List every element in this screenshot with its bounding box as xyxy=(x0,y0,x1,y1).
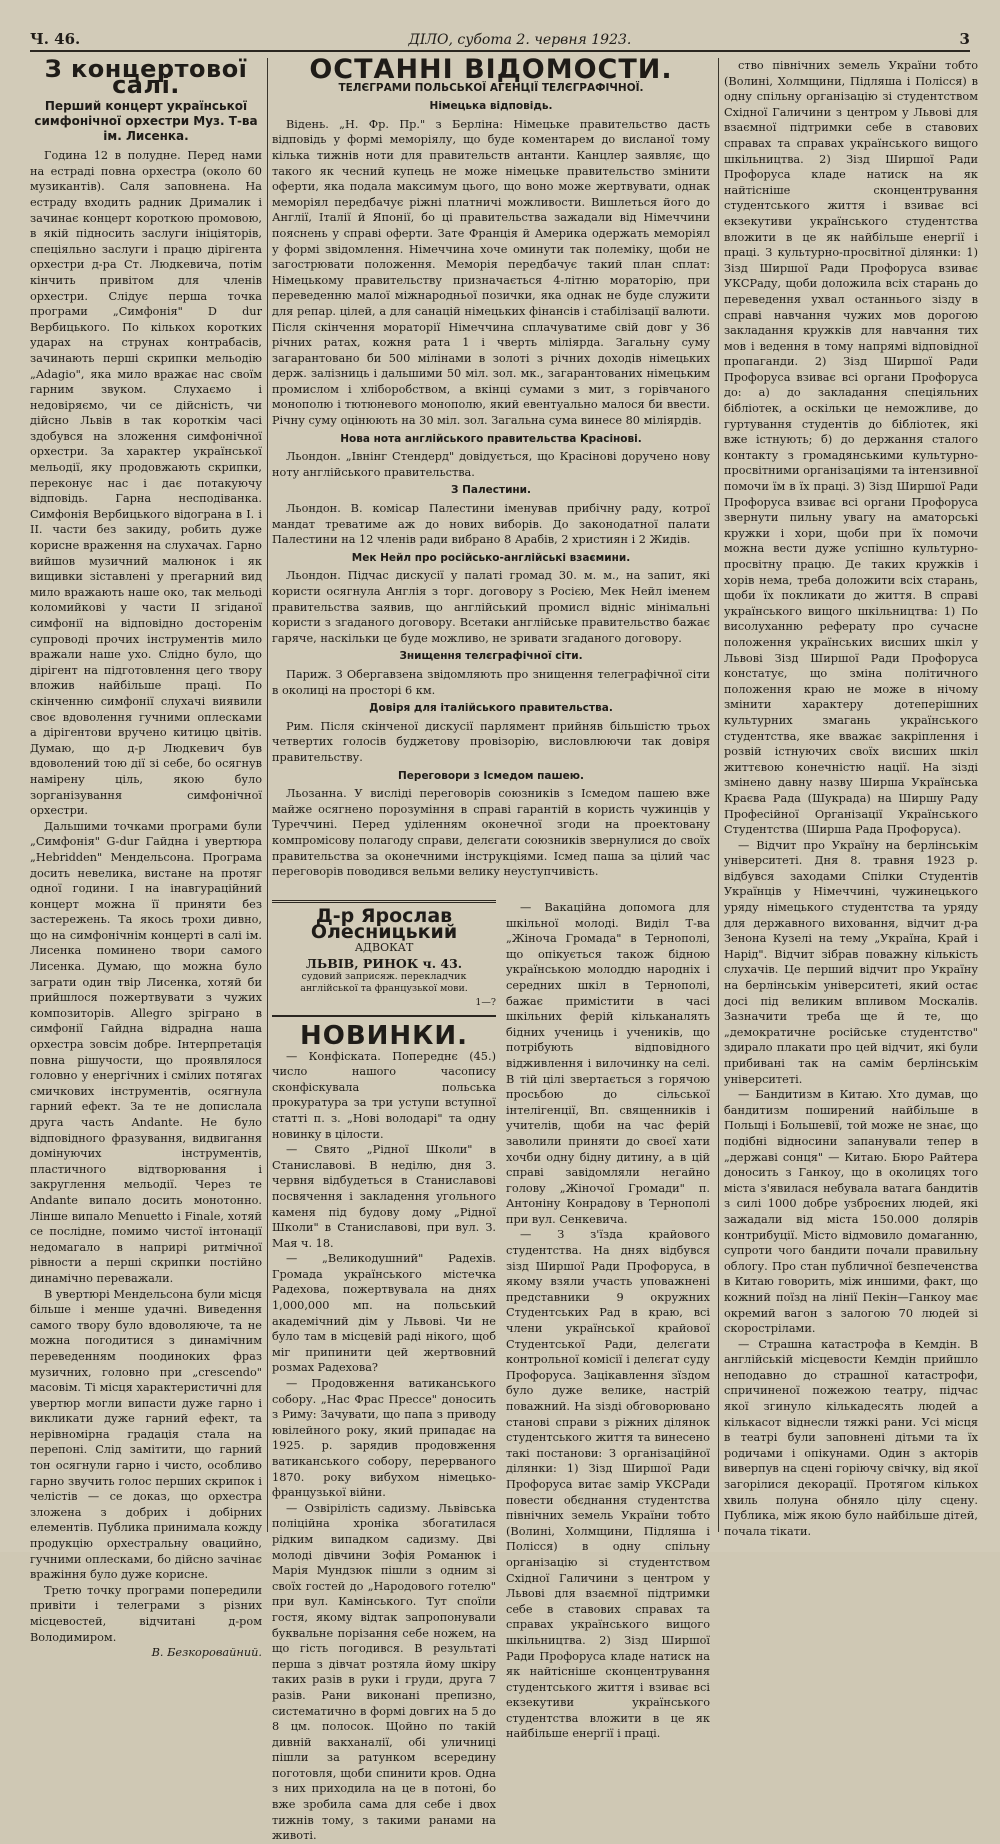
section-title: Знищення телєграфічної сіти. xyxy=(399,650,583,663)
news-item: — Конфіската. Попереднє (45.) число нашого часопису сконфіскувала польська прокуратура за три уступи вступної статті п. з. „Нові володарі" та одну новинку в цілости. xyxy=(272,1049,496,1141)
section-text: Льозанна. У висліді переговорів союзників з Ісмедом пашею вже майже осягнено порозуміння в справі гарантій в користь чужинців у Туреччині. Перед уділенням оконечної згоди на проектовану компромісову полагоду справи, делєгати союзників звернулися до своїх правительства за оконечними інструкціями. Ісмед паша за цілий час переговорів поводився вельми велику неуступчивість. xyxy=(272,787,710,879)
latest-news-subhead: ТЕЛЄГРАМИ ПОЛЬСЬКОЇ АГЕНЦІЇ ТЕЛЄГРАФІЧНОЇ. xyxy=(338,81,644,94)
column-rule xyxy=(718,58,719,1532)
advert-address: ЛЬВІВ, РИНОК ч. 43. xyxy=(305,955,463,971)
news-item: — З з'їзда крайового студентства. На днях відбувся зізд Ширшої Ради Профоруса, в якому взяли участь уповажнені представники 9 окружних Студентських Рад в краю, всі члени української крайової Студентської Ради, делєгати контрольної комісії і делєгат суду Профоруса. Зацікавлення зїздом було дуже велике, настрій поважний. На зізді обговорювано станові справи з ріжних ділянок студентського життя та винесено такі постанови: З організаційної ділянки: 1) Зізд Ширшої Ради Профоруса витає замір УКСРади повести обєднання студентства північних земель України тобто (Волині, Холмщини, Підляша і Полісся) в одну спільну організацію зі студентством Східної Галичини з центром у Львові для взаємної підтримки себе в ставових справах та справах українського вищого шкільництва. 2) Зізд Ширшої Ради Профоруса кладе натиск на як найтісніше сконцентрування студентського життя і взиває всі екзекутиви українського студентства вложити в це як найбільше енергії і праці. xyxy=(506,1228,710,1741)
article-paragraph: Година 12 в полудне. Перед нами на естраді повна орхестра (около 60 музикантів). Саля заповнена. На естраду входить радник Дрималик і зачинає концерт короткою промовою, в якій підносить заслуги ініціяторів, спеціяльно заслуги і працю дірігента орхестри д-ра Ст. Людкевича, потім кінчить привітом для членів орхестри. Слідує перша точка програми „Симфонія" D dur Вербицького. По кількох коротких ударах на струнах контрабасів, зачинають перші скрипки мельодію „Adagio", яка мило вражає нас своїм гарним звуком. Слухаємо і недовіряємо, чи се дійсність, чи дійсно Львів в так короткім часі здобувся на зложення симфонічної орхестри. За характер української мельодії, яку продовжають скрипки, переконує нас і дає потакуючу відповідь. Гарна несподіванка. Симфонія Вербицького відограна в І. і ІІ. части без закиду, робить дуже корисне враження на слухачах. Гарно вийшов музичний малюнок і як вищивки зіставлені у прегарний вид мило вражають наше око, так мельоді коломийкові у части ІІ згіданої симфонії на відповідно досторенім супроводі прочих інструментів мило вражали наше ухо. Слідно було, що дірігент на підготовлення цего твору вложив найбільше праці. По скінченню симфонії слухачі виявили своє вдоволення гучними оплесками а дірігентови вручено китицю цвітів. Думаю, що д-р Людкевич був вдоволений тою дії зі себе, бо осягнув намірену ціль, якою було зорганізування симфонічної орхестри. xyxy=(30,149,262,818)
lower-left-block xyxy=(272,900,496,1844)
masthead xyxy=(30,22,970,52)
section-text: Льондон. В. комісар Палестини іменував прибічну раду, котрої мандат треватиме аж до нових виборів. До законодатної палати Палестини на 12 членів ради вибрано 8 Арабів, 2 християн і 2 Жидів. xyxy=(272,502,710,547)
news-item: — Озвірілість садизму. Львівська поліційна хроніка збогатилася рідким випадком садизму. Дві молоді дівчини Зофія Романюк і Марія Мундзюк пішли з одним зі своїх гостей до „Народового готелю" при вул. Камінського. Тут споїли гостя, якому відтак запропонували буквальне порізання себе ножем, на що гість погодився. В результаті перша з дівчат розтяла йому шкіру таких разів в руки і груди, друга 7 разів. Рани виконані препизно, систематично в формі довгих на 5 до 8 цм. полосок. Щойно по такій дивній вакханалії, обі уличниці пішли за ратунком всередину поготовля, щоби спинити кров. Одна з них приходила на це в потоні, бо вже зробила сама для себе і двох тижнів тому, з такими ранами на животі. xyxy=(272,1501,496,1843)
page-number: 3 xyxy=(959,30,970,48)
section-title: Довіря для італійського правительства. xyxy=(369,702,613,715)
right-column xyxy=(724,58,978,1538)
advert-name: Д-р Ярослав Олесницький xyxy=(310,905,458,943)
section-text: Рим. Після скінченої дискусії парлямент прийняв більшістю трьох четвертих голосів буджетову провізорію, висловлюючи так довіря правительству. xyxy=(272,719,710,764)
issue-number: Ч. 46. xyxy=(30,30,81,48)
masthead-title: ДІЛО, субота 2. червня 1923. xyxy=(408,32,632,48)
article-paragraph: В увертюрі Мендельсона були місця більше і менше удачні. Виведення самого твору було вдоволяюче, та не можна погодитися з динамічним переведенням поодиноких фраз музичних, головно при „crescendo" масовім. Ті місця характеристичні для увертюр могли випасти дуже гарно і викликати дуже гарний ефект, та нерівномірна градація стала на перепоні. Слід замітити, що гарний тон осягнули гарно і чисто, особливо гарно звучить голос перших скрипок і челістів — се доказ, що орхестра зложена з добрих і добірних елементів. Публика принимала кожду продукцію орхестральну овацийно, гучними оплесками, бо дійсно зачінає вражіння було дуже корисне. xyxy=(30,1287,262,1582)
advert-ref: 1—? xyxy=(475,997,496,1009)
article-paragraph: — Відчит про Україну на берлінськім університеті. Дня 8. травня 1923 р. відбувся заходами Спілки Студентів Українців у Німеччині, чужинецького уряду німецького студентства та уряду для державного виховання, відчит д-ра Зенона Кузелі на тему „Україна, Край і Нарід". Відчит зібрав поважну кількість слухачів. Це перший відчит про Україну на берлінськім університеті, який остає досі під великим впливом Москалів. Зазначити треба ще й те, що „демократичне російське студентство" здирало плакати про цей відчит, які були прибивані так на самім берлінськім університеті. xyxy=(724,838,978,1086)
section-text: Париж. З Обергавзена звідомляють про знищення телеграфічної сіти в околиці на просторі 6 км. xyxy=(272,667,710,697)
latest-news xyxy=(272,54,710,879)
section-title: Мек Нейл про російсько-англійські взаємини. xyxy=(351,551,631,564)
article-paragraph: Дальшими точками програми були „Симфонія" G-dur Гайдна і увертюра „Hebridden" Мендельсона. Програма досить невелика, вистане на протяг одної години. І на інавгураційний концерт можна її приняти без застережень. Та якось трохи дивно, що на симфонічнім концерті в салі ім. Лисенка поминено твори самого Лисенка. Думаю, що можна було заграти один твір Лисенка, хотяй би прийшлося пожертвувати з чужих композиторів. Allegro зріграно в симфонії Гайдна відрадна наша орхестра зовсім добре. Інтерпретація повна рішучости, що проявлялося головно у енергічних і смілих потягах смичкових інструментів, осягнула гарний ефект. За те не допислала друга часть Andante. Не було відповідного фразування, видвигання домінуючих інструментів, пластичного відтворювання і закруглення мельодії. Через те Andante випало досить монотонно. Лінше випало Menuetto і Finale, хотяй се послідне, помимо чистої інтонації недомагало в наприрі ритмічної рівности а перші скрипки постійно динамічно переважали. xyxy=(30,819,262,1285)
section-text: Льондон. „Івнінг Стендерд" довідується, що Красінові доручено нову ноту англійського правительства. xyxy=(272,450,710,479)
section-title: Німецька відповідь. xyxy=(429,100,553,113)
article-signature: В. Безкоровайний. xyxy=(151,1646,262,1660)
lawyer-advert xyxy=(272,900,496,1017)
column-rule xyxy=(267,58,268,1532)
news-item: — Продовження ватиканського собору. „Нас Фрас Прессе" доносить з Риму: Зачувати, що папа з приводу ювілейного року, який припадає на 1925. р. зарядив продовження ватиканського собору, перерваного 1870. року вибухом німецько-французької війни. xyxy=(272,1377,496,1500)
section-text: Льондон. Підчас дискусії у палаті громад 30. м. м., на запит, які користи осягнула Англія з торг. договору з Росією, Мек Нейл іменем правительства заявив, що англійський промисл відніс мінімальні користи з згаданого договору. Всетаки англійське правительство бажає гаряче, наскільки це буде можливо, не зривати згаданого договору. xyxy=(272,569,710,645)
section-title: З Палестини. xyxy=(450,484,532,497)
concert-article xyxy=(30,55,262,1660)
article-paragraph: ство північних земель України тобто (Волині, Холмщини, Підляша і Полісся) в одну спільну організацію зі студентством Східної Галичини з центром у Львові для взаємної підтримки себе в ставових справах та справах українського вищого шкільництва. 2) Зізд Ширшої Ради Профоруса кладе натиск на як найтісніше сконцентрування студентського життя і взиває всі екзекутиви українського студентства вложити в це як найбільше енергії і праці. З культурно-просвітної ділянки: 1) Зізд Ширшої Ради Профоруса взиває УКСРаду, щоби доложила всіх старань до переведення ухвал останнього зізду в справі навчання чужих мов дорогою закладання кружків для навчання тих мов і ведення в тому напрямі відповідної пропаганди. 2) Зізд Ширшої Ради Профоруса взиває всі органи Профоруса до: а) до закладання спеціяльних бібліотек, а оскільки це неможливе, до гуртування студентів до бібліотек, які вже істнують; б) до держання сталого контакту з громадянськими культурно-просвітними організаціями та інтензивної помочи їм в їх праці. 3) Зізд Ширшої Ради Профоруса взиває всі органи Профоруса звернути пильну увагу на аматорські кружки і хори, щоби при їх помочи можна вести дуже успішно культурно-просвітну працю. Де таких кружків і хорів нема, треба доложити всіх старань, щоби їх покликати до життя. В справі українського вищого шкільництва: 1) По висолуханню реферату про сучасне положення українських висших шкіл у Львові Зізд Ширшої Ради Профоруса констатує, що зміна політичного положення краю не може в нічому змінити характеру дотеперішних культурних змагань українського студентства, яке вважає закріплення і розвій істнуючих своїх висших шкіл життєвою конечністю нації. На зізді змінено давну назву Ширша Українська Краєва Рада (Шукрада) на Ширшу Раду Професійної Організації Українського Студентства (Ширша Рада Профоруса). xyxy=(724,59,978,837)
news-item: — „Великодушний" Радехів. Громада українського містечка Радехова, пожертвувала на днях 1,000,000 мп. на польський академічний дім у Львові. Чи не було там в місцевій раді нікого, щоб міг припинити цей жертвовний розмах Радехова? xyxy=(272,1252,496,1375)
news-item: — Свято „Рідної Школи" в Станиславові. В неділю, дня 3. червня відбудеться в Станиславові посвячення і закладення угольного каменя під будову дому „Рідної Школи" в Станиславові, при вул. З. Мая ч. 18. xyxy=(272,1143,496,1250)
section-title: Нова нота англійського правительства Красінові. xyxy=(340,432,642,445)
lower-right-block xyxy=(506,900,710,1742)
latest-news-headline: ОСТАННІ ВІДОМОСТИ. xyxy=(309,54,673,85)
article-paragraph: — Бандитизм в Китаю. Хто думав, що бандитизм поширений найбільше в Польщі і Большевії, той може не знає, що подібні відносини запанували тепер в „державі сонця" — Китаю. Бюро Райтера доносить з Ганкоу, що в околицях того міста з'явилася небувала ватага бандитів з силі 1000 добре узброєних людей, які зажадали від міста 150.000 долярів контрибуції. Місто відмовило домаганню, супроти чого бандити почали правильну облогу. Про стан публичної безпеченства в Китаю говорить, між иншими, факт, що кожний поїзд на лінії Пекін—Ганкоу має окремий вагон з залогою 70 людей зі скорострілами. xyxy=(724,1088,978,1336)
advert-role: АДВОКАТ xyxy=(354,941,414,955)
article-paragraph: Третю точку програми попередили привіти і телеграми з різних місцевостей, відчитані д-ром Володимиром. xyxy=(30,1583,262,1644)
article-subhead: Перший концерт української симфонічної орхестри Муз. Т-ва ім. Лисенка. xyxy=(34,99,258,144)
article-headline: З концертової салі. xyxy=(44,55,248,99)
news-column xyxy=(272,54,710,1843)
advert-note: судовий заприсяж. перекладчик англійської та французької мови. xyxy=(300,971,468,995)
news-item: — Вакаційна допомога для шкільної молоді. Виділ Т-ва „Жіноча Громада" в Тернополі, що опікується також бідною українською молоддю народніх і середних шкіл в Тернополі, бажає примістити в часі шкільних ферій кільканалять бідних учениць і учеників, що потрібують відповідного відживлення і вилочинку на селі. В тій цілі звертається з горячою просьбою до сільської інтелігенції, Вп. священників і учителів, щоби на час ферій заволили приняти до своєї хати хочби одну бідну дитину, а в цій справі завідомляли негайно голову „Жіночої Громади" п. Антоніну Конрадову в Тернополі при вул. Сенкевича. xyxy=(506,901,710,1226)
news-headline: НОВИНКИ. xyxy=(299,1020,469,1051)
section-title: Переговори з Ісмедом пашею. xyxy=(398,769,584,782)
article-paragraph: — Страшна катастрофа в Кемдін. В англійській місцевости Кемдін прийшло неподавно до страшної катастрофи, спричиненої пожежою театру, підчас якої згинуло кількадесять людей а кількасот віднесли тяжкі рани. Усі місця в театрі були заповнені дітьми та їх родичами і опікунами. Один з акторів виверпув на сцені горіючу свічку, від якої загорілися декорації. Протягом кількох хвиль полуна обняло цілу сцену. Публика, між якою було найбільше дітей, почала тікати. xyxy=(724,1337,978,1538)
section-text: Відень. „Н. Фр. Пр." з Берліна: Німецьке правительство дасть відповідь у формі меморіялу, що буде коментарем до висланої тому кілька тижнів ноти для правительств антанти. Канцлер заявляє, що такого як чесний купець не може німецьке правительство змінити оферти, яка подала максимум цього, що воно може жертвувати, однак меморіял передбачує ріжні платничі можливости. Вишлеться його до Англії, Італії й Японії, бо ці правительства зажадали від Німеччини пояснень у справі оферти. Зате Франція й Америка одержать меморіял у формі звідомлення. Німеччина хоче оминути так полеміку, щоби не загострювати положення. Меморія передбачує такий план сплат: Німецькому правительству призначається 4-літню мораторію, при переведенню малої міжнародньої позички, яка однак не буде служити для репар. цілей, а для санацій німецьких фінансів і стабілізації валюти. Після скінчення мораторії Німеччина сплачуватиме свій довг у 36 річних ратах, кожня рата 1 і чверть міліярда. Загальну суму загарантовано би 500 мілінами в золоті з річних доходів німецьких держ. залізниць і дальшими 50 міл. зол. мк., загарантованих німецьким промислом і хліборобством, а вкінці сумами з мит, з горівчаного монополю і тютюневого монополю, який евентуально малося би ввести. Річну суму оцінюють на 30 міл. зол. Загальна сума винесе 80 міліярдів. xyxy=(272,117,710,428)
